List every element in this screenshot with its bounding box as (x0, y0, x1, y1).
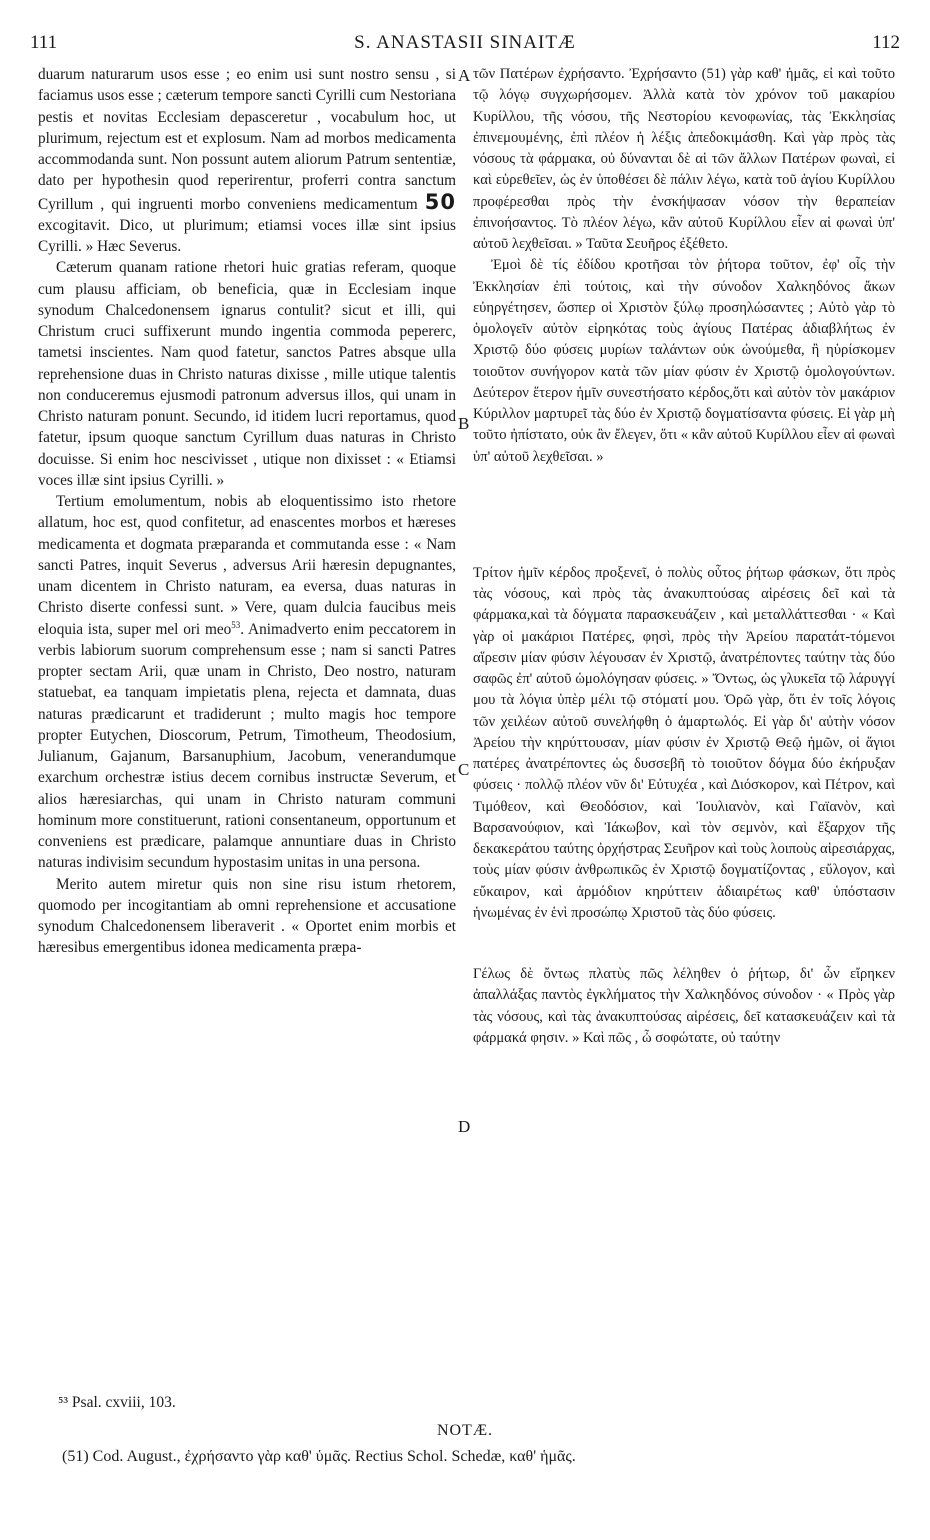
page-number-left: 111 (30, 32, 58, 53)
footnote-ref-53: 53 (231, 619, 241, 630)
latin-paragraph-2: Cæterum quanam ratione rhetori huic gratias referam, quoque cum plausu afficiam, ob beneficia, quæ in Ecclesiam inque synodum Chalcedonensem ignarus contulit? sicut et illi, qui Christum cruci suffixerunt mundo ingentia commoda pepererc, tametsi inscientes. Nam quod fatetur, sanctos Patres absque ulla reprehensione duas in Christo naturas dixisse , mille utique talentis non conduceremus ejusmodi patronum adversus illos, qui unam in Christo naturam ponunt. Secundo, id itidem lucri reportamus, quod fatetur, ipsum quoque sanctum Cyrillum duas naturas in Christo docuisse. Si enim hoc nescivisset , utique non dixisset : « Etiamsi voces illæ sint ipsius Cyrilli. » (38, 259, 456, 489)
margin-marker-b: B (458, 414, 470, 433)
latin-column (38, 64, 456, 959)
margin-marker-d: D (458, 1117, 471, 1136)
page-number-right: 112 (872, 32, 900, 53)
greek-paragraph-2: Ἐμοὶ δὲ τίς ἐδίδου κροτῆσαι τὸν ῥήτορα τοῦτον, ἐφ' οἷς τὴν Ἐκκλησίαν ἐπὶ τούτοις, καὶ τὴν σύνοδον Χαλκηδόνος ἄκων εὐηργέτησεν, ὥσπερ οἱ Χριστὸν ξύλῳ προσηλώσαντες ; Αὐτὸ γὰρ τὸ ὁμολογεῖν αὐτὸν εἰρηκότας τοὺς ἁγίους Πατέρας ἀδιαβλήτως ἐν Χριστῷ δύο φύσεις μυρίων ταλάντων οὐκ ὠνούμεθα, ἢ ηὑρίσκομεν τοιοῦτον συνήγορον κατὰ τῶν μίαν φύσιν ἐν Χριστῷ ὁμολογούντων. Δεύτερον ἕτερον ἡμῖν συνεστήσατο κέρδος,ὅτι καὶ αὐτὸν τὸν μακάριον Κύριλλον μαρτυρεῖ τὰς δύο ἐν Χριστῷ δογματίσαντα φύσεις. Εἰ γὰρ μὴ τοῦτο ἠπίστατο, οὐκ ἂν ἔλεγεν, ὅτι « κἂν αὐτοῦ Κυρίλλου εἶεν αἱ φωναὶ ὑπ' αὐτοῦ λεχθεῖσαι. » (473, 257, 895, 465)
latin-paragraph-1 (38, 64, 456, 257)
latin-p1-text-a: duarum naturarum usos esse ; eo enim usi sunt nostro sensu , si faciamus usos esse ; cæterum tempore sancti Cyrilli cum Nestoriana pestis et novitas Ecclesiam depasceretur , vocabulum hoc, ut plurimum, rejectum est et explosum. Nam ad morbos medicamenta accommodanda sunt. Non possunt autem aliorum Patrum sententiæ, dato per hypothesin quod reperirentur, proferri contra sanctum Cyrillum , qui ingruenti morbo conveniens medicamentum (38, 66, 456, 213)
latin-paragraph-4: Merito autem miretur quis non sine risu istum rhetorem, quomodo per incogitantiam ab omni reprehensione et accusatione synodum Chalcedonensem liberaverit . « Oportet enim morbis et hæresibus emergentibus idonea medicamenta præpa- (38, 875, 456, 957)
greek-paragraph-3: Τρίτον ἡμῖν κέρδος προξενεῖ, ὁ πολὺς οὗτος ῥήτωρ φάσκων, ὅτι πρὸς τὰς νόσους, καὶ πρὸς τὰς ἀνακυπτούσας αἱρέσεις δεῖ καὶ τὰ φάρμακα,καὶ τὰ δόγματα παρασκευάζειν , καὶ μεταλλάττεσθαι · « Καὶ γὰρ οἱ μακάριοι Πατέρες, φησὶ, πρὸς τὴν Ἀρείου παρατάτ-τόμενοι αἵρεσιν μίαν φύσιν λέγουσαν ἐν Χριστῷ, ἀνατρέποντες ταύτην τὰς δύο σαφῶς ἐπ' αὐτοῦ ὡμολόγησαν φύσεις. » Ὄντως, ὡς γλυκεῖα τῷ λάρυγγί μου τὰ λόγια ὑπὲρ μέλι τῷ στόματί μου. Ὁρῶ γὰρ, ὅτι ἐν τοῖς λόγοις τῶν χειλέων αὐτοῦ συνελήφθη ὁ ἁμαρτωλός. Εἰ γὰρ δι' αὐτὴν νόσον Ἀρείου τὴν κηρύττουσαν, μίαν φύσιν ἐν Χριστῷ Θεῷ ἡμῶν, οἱ ἅγιοι πατέρες ἀνατρέποντες ὡς δυσσεβῆ τὸ τοιοῦτον δόγμα δύο ἐκήρυξαν φύσεις · πολλῷ πλέον νῦν δι' Εὐτυχέα , καὶ Διόσκορον, καὶ Πέτρον, καὶ Τιμόθεον, καὶ Θεοδόσιον, καὶ Ἰουλιανὸν, καὶ Γαϊανὸν, καὶ Βαρσανούφιον, καὶ Ἰάκωβον, καὶ τὸν σεμνὸν, καὶ ἔξαρχον τῆς δεκακεράτου ταύτης ὀρχήστρας Σευῆρον καὶ τοὺς λοιποὺς αἱρεσιάρχας, τοὺς μίαν φύσιν ἀνθρωπικῶς ἐν Χριστῷ δογματίζοντας , εὔλογον, καὶ εὔκαιρον, καὶ ἁρμόδιον κηρύττειν ἀδιαιρέτως καθ' ὑπόστασιν ἡνωμένας ἐν ἑνὶ προσώπῳ Χριστοῦ τὰς δύο φύσεις. (473, 564, 895, 921)
notes-title: NOTÆ. (436, 1422, 494, 1439)
page-header (30, 32, 900, 60)
running-title: S. ANASTASII SINAITÆ (354, 32, 576, 53)
note-51: (51) Cod. August., ἐχρήσαντο γὰρ καθ' ὑμᾶς. Rectius Schol. Schedæ, καθ' ἡμᾶς. (62, 1448, 576, 1465)
latin-paragraph-3 (38, 491, 456, 874)
greek-gap-1 (473, 468, 895, 563)
margin-marker-c: C (458, 760, 470, 779)
latin-p1-text-b: excogitavit. Dico, ut plurimum; etiamsi voces illæ sint ipsius Cyrilli. » Hæc Severus. (38, 216, 456, 255)
greek-column (473, 64, 895, 1049)
greek-paragraph-1: τῶν Πατέρων ἐχρήσαντο. Ἐχρήσαντο (51) γὰρ καθ' ἡμᾶς, εἰ καὶ τοῦτο τῷ λόγῳ συγχωρήσομεν. Ἀλλὰ κατὰ τὸν χρόνον τοῦ μακαρίου Κυρίλλου, τῆς νόσου, τῆς Νεστορίου κενοφωνίας, τὰς Ἐκκλησίας ἐπινεμουμένης, ἐπὶ πλέον ἡ λέξις ἀπεδοκιμάσθη. Καὶ γὰρ πρὸς τὰς νόσους τὰ φάρμακα, οὐ δύνανται δὲ αἱ τῶν ἄλλων Πατέρων φωναὶ, εἰ καὶ εὑρεθεῖεν, ὡς ἐν ὑποθέσει δὲ πάλιν λέγω, κατὰ τοῦ ἁγίου Κυρίλλου προφέρεσθαι πρὸς τὴν ἐνσκήψασαν νόσον τὴν θεραπείαν ἐπινοήσαντος. Τὸ πλέον λέγω, κἂν αὐτοῦ Κυρίλλου εἶεν αἱ φωναὶ ὑπ' αὐτοῦ λεχθεῖσαι. » Ταῦτα Σευῆρος ἐξέθετο. (473, 66, 895, 252)
footnote-53: ⁵³ Psal. cxviii, 103. (58, 1394, 176, 1411)
column-number: 50 (424, 189, 456, 214)
greek-paragraph-4: Γέλως δὲ ὄντως πλατὺς πῶς λέληθεν ὁ ῥήτωρ, δι' ὧν εἴρηκεν ἀπαλλάξας παντὸς ἐγκλήματος τὴν Χαλκηδόνος σύνοδον · « Πρὸς γὰρ τὰς νόσους, καὶ τὰς ἀνακυπτούσας αἱρέσεις, δεῖ κατασκευάζειν καὶ τὰ φάρμακά φησιν. » Καὶ πῶς , ὦ σοφώτατε, οὐ ταύτην (473, 966, 895, 1046)
margin-marker-a: A (458, 66, 471, 85)
latin-p3-text-b: . Animadverto enim peccatorem in verbis labiorum suorum comprehensum esse ; nam si sancti Patres propter sectam Arii, quæ unam in Christo, Deo nostro, naturam statuebat, ea tanquam impietatis plena, rejecta et damnata, duas naturas prædicarunt et tradiderunt ; multo magis hoc tempore propter Eutychen, Dioscorum, Petrum, Timotheum, Theodosium, Julianum, Gajanum, Barsanuphium, Jacobum, venerandumque exarchum orchestræ istius decem cornibus instructæ Severum, et alios hæresiarchas, qui unam in Christo naturam communi hominum more constituerunt, rationi consentaneum, opportunum et conveniens est prædicare, palamque annuntiare duas in Christo naturas indivisim secundum hypostasim unitas in una persona. (38, 620, 456, 872)
greek-gap-2 (473, 924, 895, 964)
latin-p3-text-a: Tertium emolumentum, nobis ab eloquentissimo isto rhetore allatum, hoc est, quod confitetur, ad enascentes morbos et hæreses medicamenta et dogmata præparanda et commutanda esse : « Nam sancti Patres, inquit Severus , adversus Arii hæresin depugnantes, unam dicentem in Christo naturam, ea eversa, duas naturas in Christo diserte confessi sunt. » Vere, quam dulcia faucibus meis eloquia ista, super mel ori meo (38, 493, 456, 638)
